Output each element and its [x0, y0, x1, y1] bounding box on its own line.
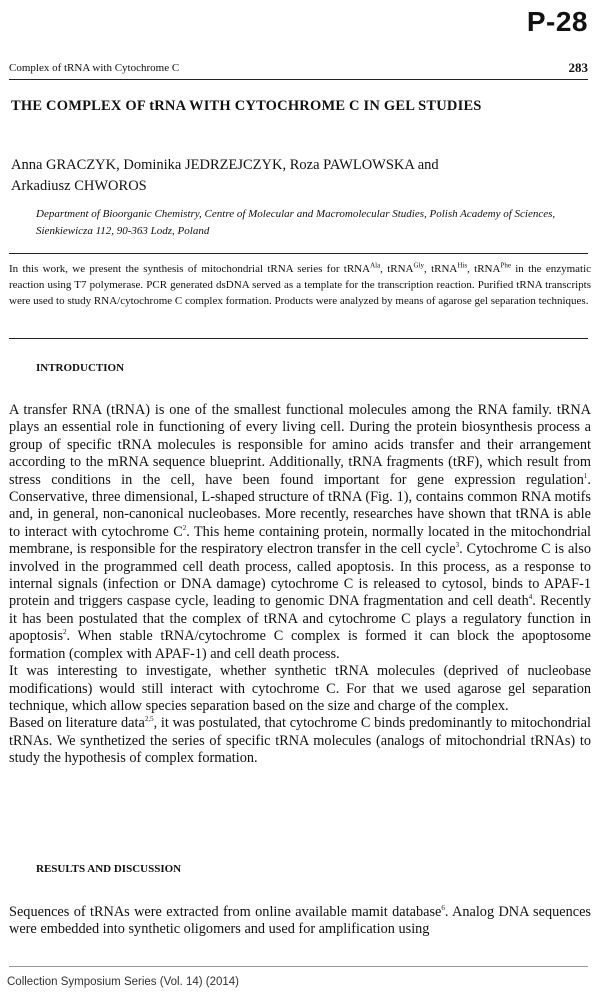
paragraph-text: . When stable tRNA/cytochrome C complex is formed it can block the apoptosome formation (complex with APAF-1) and cell death process.	[9, 628, 591, 662]
abstract-text: In this work, we present the synthesis of mitochondrial tRNA series for tRNA	[9, 263, 371, 275]
abstract-top-rule	[9, 253, 588, 254]
paragraph-text: . Conservative, three dimensional, L-shaped structure of tRNA (Fig. 1), contains common RNA motifs and, in general, non-canonical nucleobases. More recently, researches have shown that tRNA is able to interact with cytochrome C	[9, 471, 591, 540]
paragraph-text: . Cytochrome C is also involved in the programmed cell death process, called apoptosis. In this process, as a response to internal signals (infection or DNA damage) cytochrome C is released to cytosol, binds to APAF-1 protein and triggers caspase cycle, leading to genomic DNA fragmentation and cell death	[9, 541, 591, 610]
affiliation-line-1: Department of Bioorganic Chemistry, Centre of Molecular and Macromolecular Studies, Polish Academy of Sciences,	[36, 208, 556, 220]
poster-id: P-28	[526, 6, 588, 37]
superscript-ala: Ala	[370, 261, 381, 270]
citation-ref: 6	[441, 904, 445, 913]
authors-line-1: Anna GRACZYK, Dominika JEDRZEJCZYK, Roza PAWLOWSKA and	[11, 157, 439, 173]
abstract-text: , tRNA	[467, 263, 501, 275]
author-list	[11, 155, 551, 197]
citation-ref: 2	[182, 524, 187, 533]
results-paragraph-1	[9, 904, 591, 939]
citation-ref: 1	[583, 471, 588, 480]
abstract-text: , tRNA	[424, 263, 458, 275]
paper-title: THE COMPLEX OF tRNA WITH CYTOCHROME C IN GEL STUDIES	[11, 98, 482, 114]
header-rule	[9, 79, 588, 80]
paragraph-text: A transfer RNA (tRNA) is one of the smallest functional molecules among the RNA family. tRNA plays an essential role in functioning of every living cell. During the protein biosynthesis process a group of specific tRNA molecules is responsible for amino acids transfer and their arrangement according to the mRNA sequence blueprint. Additionally, tRNA fragments (tRF), which result from stress conditions in the cell, have been found important for gene expression regulation	[9, 402, 591, 488]
introduction-heading: INTRODUCTION	[36, 362, 125, 374]
affiliation	[36, 206, 592, 240]
introduction-body	[9, 402, 591, 768]
paragraph-text: Based on literature data	[9, 715, 145, 732]
abstract-text: in the enzymatic reaction using T7 polymerase. PCR generated dsDNA served as a template for the transcription reaction. Purified tRNA transcripts were used to study RNA/cytochrome C complex formation. Products were analyzed by means of agarose gel separation techniques.	[9, 263, 592, 307]
citation-ref: 3	[455, 541, 460, 550]
superscript-his: His	[457, 261, 468, 270]
citation-ref: 2	[63, 628, 67, 637]
introduction-paragraph-1	[9, 402, 591, 663]
paragraph-text: Sequences of tRNAs were extracted from online available mamit database	[9, 904, 442, 920]
footer-series: Collection Symposium Series (Vol. 14) (2014)	[7, 976, 240, 988]
superscript-phe: Phe	[500, 261, 511, 270]
abstract-text: , tRNA	[380, 263, 414, 275]
running-title: Complex of tRNA with Cytochrome C	[9, 62, 180, 74]
introduction-paragraph-2: It was interesting to investigate, whether synthetic tRNA molecules (deprived of nucleobase modifications) would still interact with cytochrome C. For that we used agarose gel separation technique, which allow species separation based on the size and charge of the complex.	[9, 663, 591, 714]
affiliation-line-2: Sienkiewicza 112, 90-363 Lodz, Poland	[36, 225, 210, 237]
paragraph-text: . This heme containing protein, normally located in the mitochondrial membrane, is responsible for the respiratory electron transfer in the cell cycle	[9, 523, 592, 558]
results-heading: RESULTS AND DISCUSSION	[36, 863, 182, 875]
abstract	[9, 261, 591, 309]
authors-line-2: Arkadiusz CHWOROS	[11, 178, 147, 194]
abstract-bottom-rule	[9, 338, 588, 339]
superscript-gly: Gly	[413, 261, 425, 270]
paragraph-text: . Analog DNA sequences were embedded into synthetic oligomers and used for amplification using	[9, 904, 591, 938]
paragraph-text: , it was postulated, that cytochrome C binds predominantly to mitochondrial tRNAs. We synthetized the series of specific tRNA molecules (analogs of mitochondrial tRNAs) to study the hypothesis of complex formation.	[9, 715, 591, 767]
citation-ref: 2,5	[144, 715, 154, 724]
paragraph-text: . Recently it has been postulated that the complex of tRNA and cytochrome C plays a regulatory function in apoptosis	[9, 593, 591, 645]
introduction-paragraph-3	[9, 715, 591, 767]
page-number: 283	[568, 60, 588, 75]
citation-ref: 4	[528, 593, 533, 602]
results-body	[9, 904, 591, 939]
footer-rule	[9, 966, 588, 967]
